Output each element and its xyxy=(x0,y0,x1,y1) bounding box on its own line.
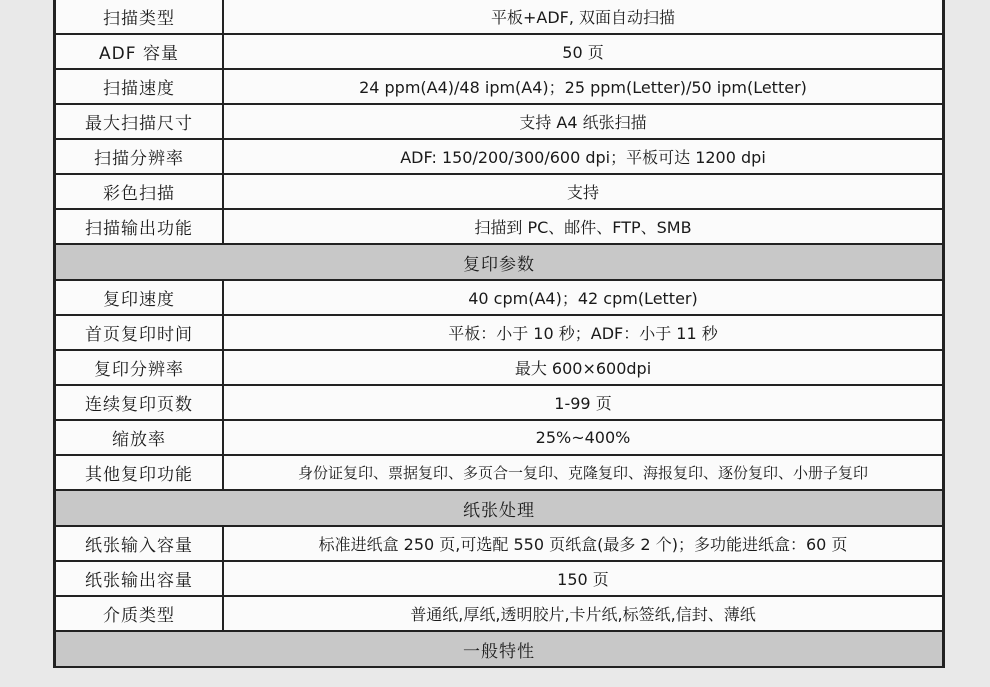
spec-table xyxy=(53,0,945,668)
row-value: 40 cpm(A4)；42 cpm(Letter) xyxy=(468,289,698,308)
row-value: ADF: 150/200/300/600 dpi；平板可达 1200 dpi xyxy=(400,148,766,167)
row-label: 复印分辨率 xyxy=(56,351,224,384)
row-value: 24 ppm(A4)/48 ipm(A4)；25 ppm(Letter)/50 ipm(Letter) xyxy=(359,78,807,97)
row-label: 扫描输出功能 xyxy=(56,210,224,243)
table-row xyxy=(56,316,942,351)
row-value: 标准进纸盒 250 页,可选配 550 页纸盒(最多 2 个)；多功能进纸盒：60 页 xyxy=(318,535,848,554)
table-row xyxy=(56,0,942,35)
row-label: 介质类型 xyxy=(56,597,224,630)
row-label: 纸张输入容量 xyxy=(56,527,224,560)
section-header-general: 一般特性 xyxy=(56,632,942,668)
row-label: 缩放率 xyxy=(56,421,224,454)
section-header-copy: 复印参数 xyxy=(56,245,942,281)
row-label: 其他复印功能 xyxy=(56,456,224,489)
row-label: 纸张输出容量 xyxy=(56,562,224,595)
table-row xyxy=(56,351,942,386)
row-label: 最大扫描尺寸 xyxy=(56,105,224,138)
row-value: 普通纸,厚纸,透明胶片,卡片纸,标签纸,信封、薄纸 xyxy=(410,605,756,624)
table-row xyxy=(56,281,942,316)
table-row xyxy=(56,35,942,70)
row-label: 首页复印时间 xyxy=(56,316,224,349)
table-row xyxy=(56,210,942,245)
row-label: ADF 容量 xyxy=(56,35,224,68)
row-label: 彩色扫描 xyxy=(56,175,224,208)
row-value: 平板+ADF, 双面自动扫描 xyxy=(490,8,676,27)
row-label: 扫描分辨率 xyxy=(56,140,224,173)
row-value: 扫描到 PC、邮件、FTP、SMB xyxy=(474,218,692,237)
row-value: 支持 xyxy=(566,183,599,202)
table-row xyxy=(56,105,942,140)
row-label: 复印速度 xyxy=(56,281,224,314)
row-value: 25%~400% xyxy=(535,428,631,447)
table-row xyxy=(56,175,942,210)
row-value: 1-99 页 xyxy=(554,394,612,413)
table-row xyxy=(56,421,942,456)
row-value: 身份证复印、票据复印、多页合一复印、克隆复印、海报复印、逐份复印、小册子复印 xyxy=(297,464,868,482)
row-value: 50 页 xyxy=(562,43,604,62)
row-value: 支持 A4 纸张扫描 xyxy=(519,113,647,132)
section-header-paper: 纸张处理 xyxy=(56,491,942,527)
row-label: 连续复印页数 xyxy=(56,386,224,419)
table-row xyxy=(56,140,942,175)
table-row xyxy=(56,597,942,632)
row-value: 150 页 xyxy=(557,570,609,589)
row-label: 扫描类型 xyxy=(56,0,224,33)
table-row xyxy=(56,527,942,562)
row-value: 最大 600×600dpi xyxy=(514,359,652,378)
row-label: 扫描速度 xyxy=(56,70,224,103)
table-row xyxy=(56,562,942,597)
table-row xyxy=(56,70,942,105)
table-row xyxy=(56,456,942,491)
table-row xyxy=(56,386,942,421)
row-value: 平板：小于 10 秒；ADF：小于 11 秒 xyxy=(448,324,718,343)
